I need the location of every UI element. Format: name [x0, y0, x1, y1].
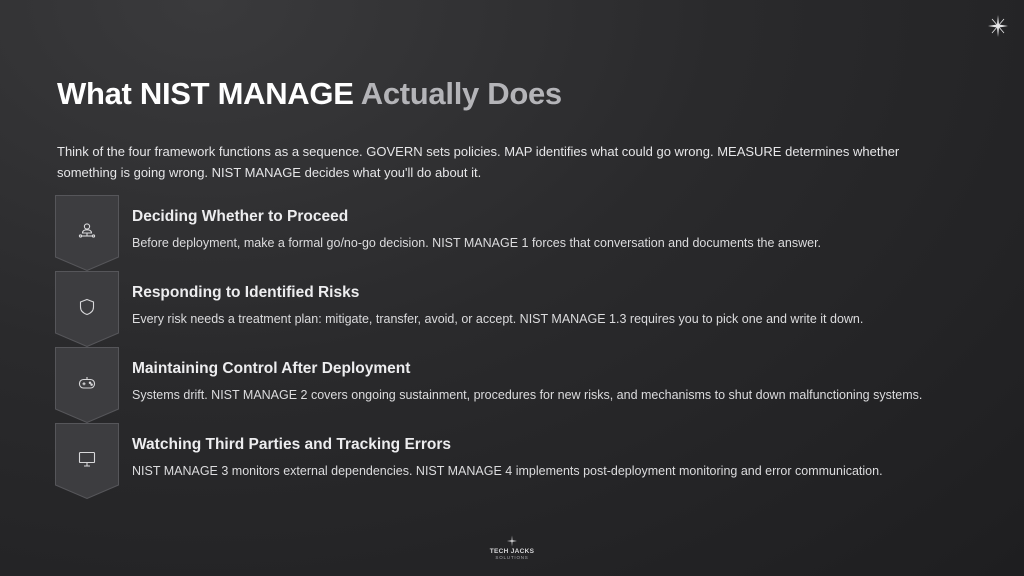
- footer-brand: TECH JACKS: [489, 548, 535, 555]
- step-chevron: [55, 423, 119, 499]
- step-item: [55, 271, 995, 347]
- step-description: NIST MANAGE 3 monitors external dependencies. NIST MANAGE 4 implements post-deployment monitoring and error communication.: [132, 464, 883, 478]
- step-item: [55, 195, 995, 271]
- footer-sub: SOLUTIONS: [495, 555, 529, 560]
- star-logo-icon: [986, 14, 1010, 38]
- step-chevron: [55, 271, 119, 347]
- steps-list: [55, 195, 995, 499]
- step-chevron: [55, 347, 119, 423]
- step-description: Before deployment, make a formal go/no-go decision. NIST MANAGE 1 forces that conversation and documents the answer.: [132, 236, 822, 250]
- step-description: Systems drift. NIST MANAGE 2 covers ongoing sustainment, procedures for new risks, and mechanisms to shut down malfunctioning systems.: [132, 388, 923, 402]
- title-main: What NIST MANAGE: [57, 76, 354, 111]
- title-accent: Actually Does: [360, 76, 562, 111]
- step-description: Every risk needs a treatment plan: mitigate, transfer, avoid, or accept. NIST MANAGE 1.3 requires you to pick one and write it down.: [132, 312, 864, 326]
- step-item: [55, 423, 995, 499]
- step-title: Responding to Identified Risks: [132, 284, 360, 301]
- intro-paragraph: Think of the four framework functions as a sequence. GOVERN sets policies. MAP identifies what could go wrong. MEASURE determines whether something is going wrong. NIST MANAGE decides what you'll do about it.: [57, 144, 900, 180]
- footer-logo: [482, 535, 542, 563]
- gamepad-icon: [77, 373, 97, 393]
- monitor-icon: [77, 449, 97, 469]
- shield-icon: [77, 297, 97, 317]
- step-item: [55, 347, 995, 423]
- step-title: Watching Third Parties and Tracking Errors: [132, 436, 451, 453]
- step-chevron: [55, 195, 119, 271]
- step-title: Deciding Whether to Proceed: [132, 208, 349, 225]
- star-logo-icon: [506, 535, 518, 547]
- step-title: Maintaining Control After Deployment: [132, 360, 411, 377]
- slide-title: [57, 76, 562, 112]
- person-network-icon: [77, 221, 97, 241]
